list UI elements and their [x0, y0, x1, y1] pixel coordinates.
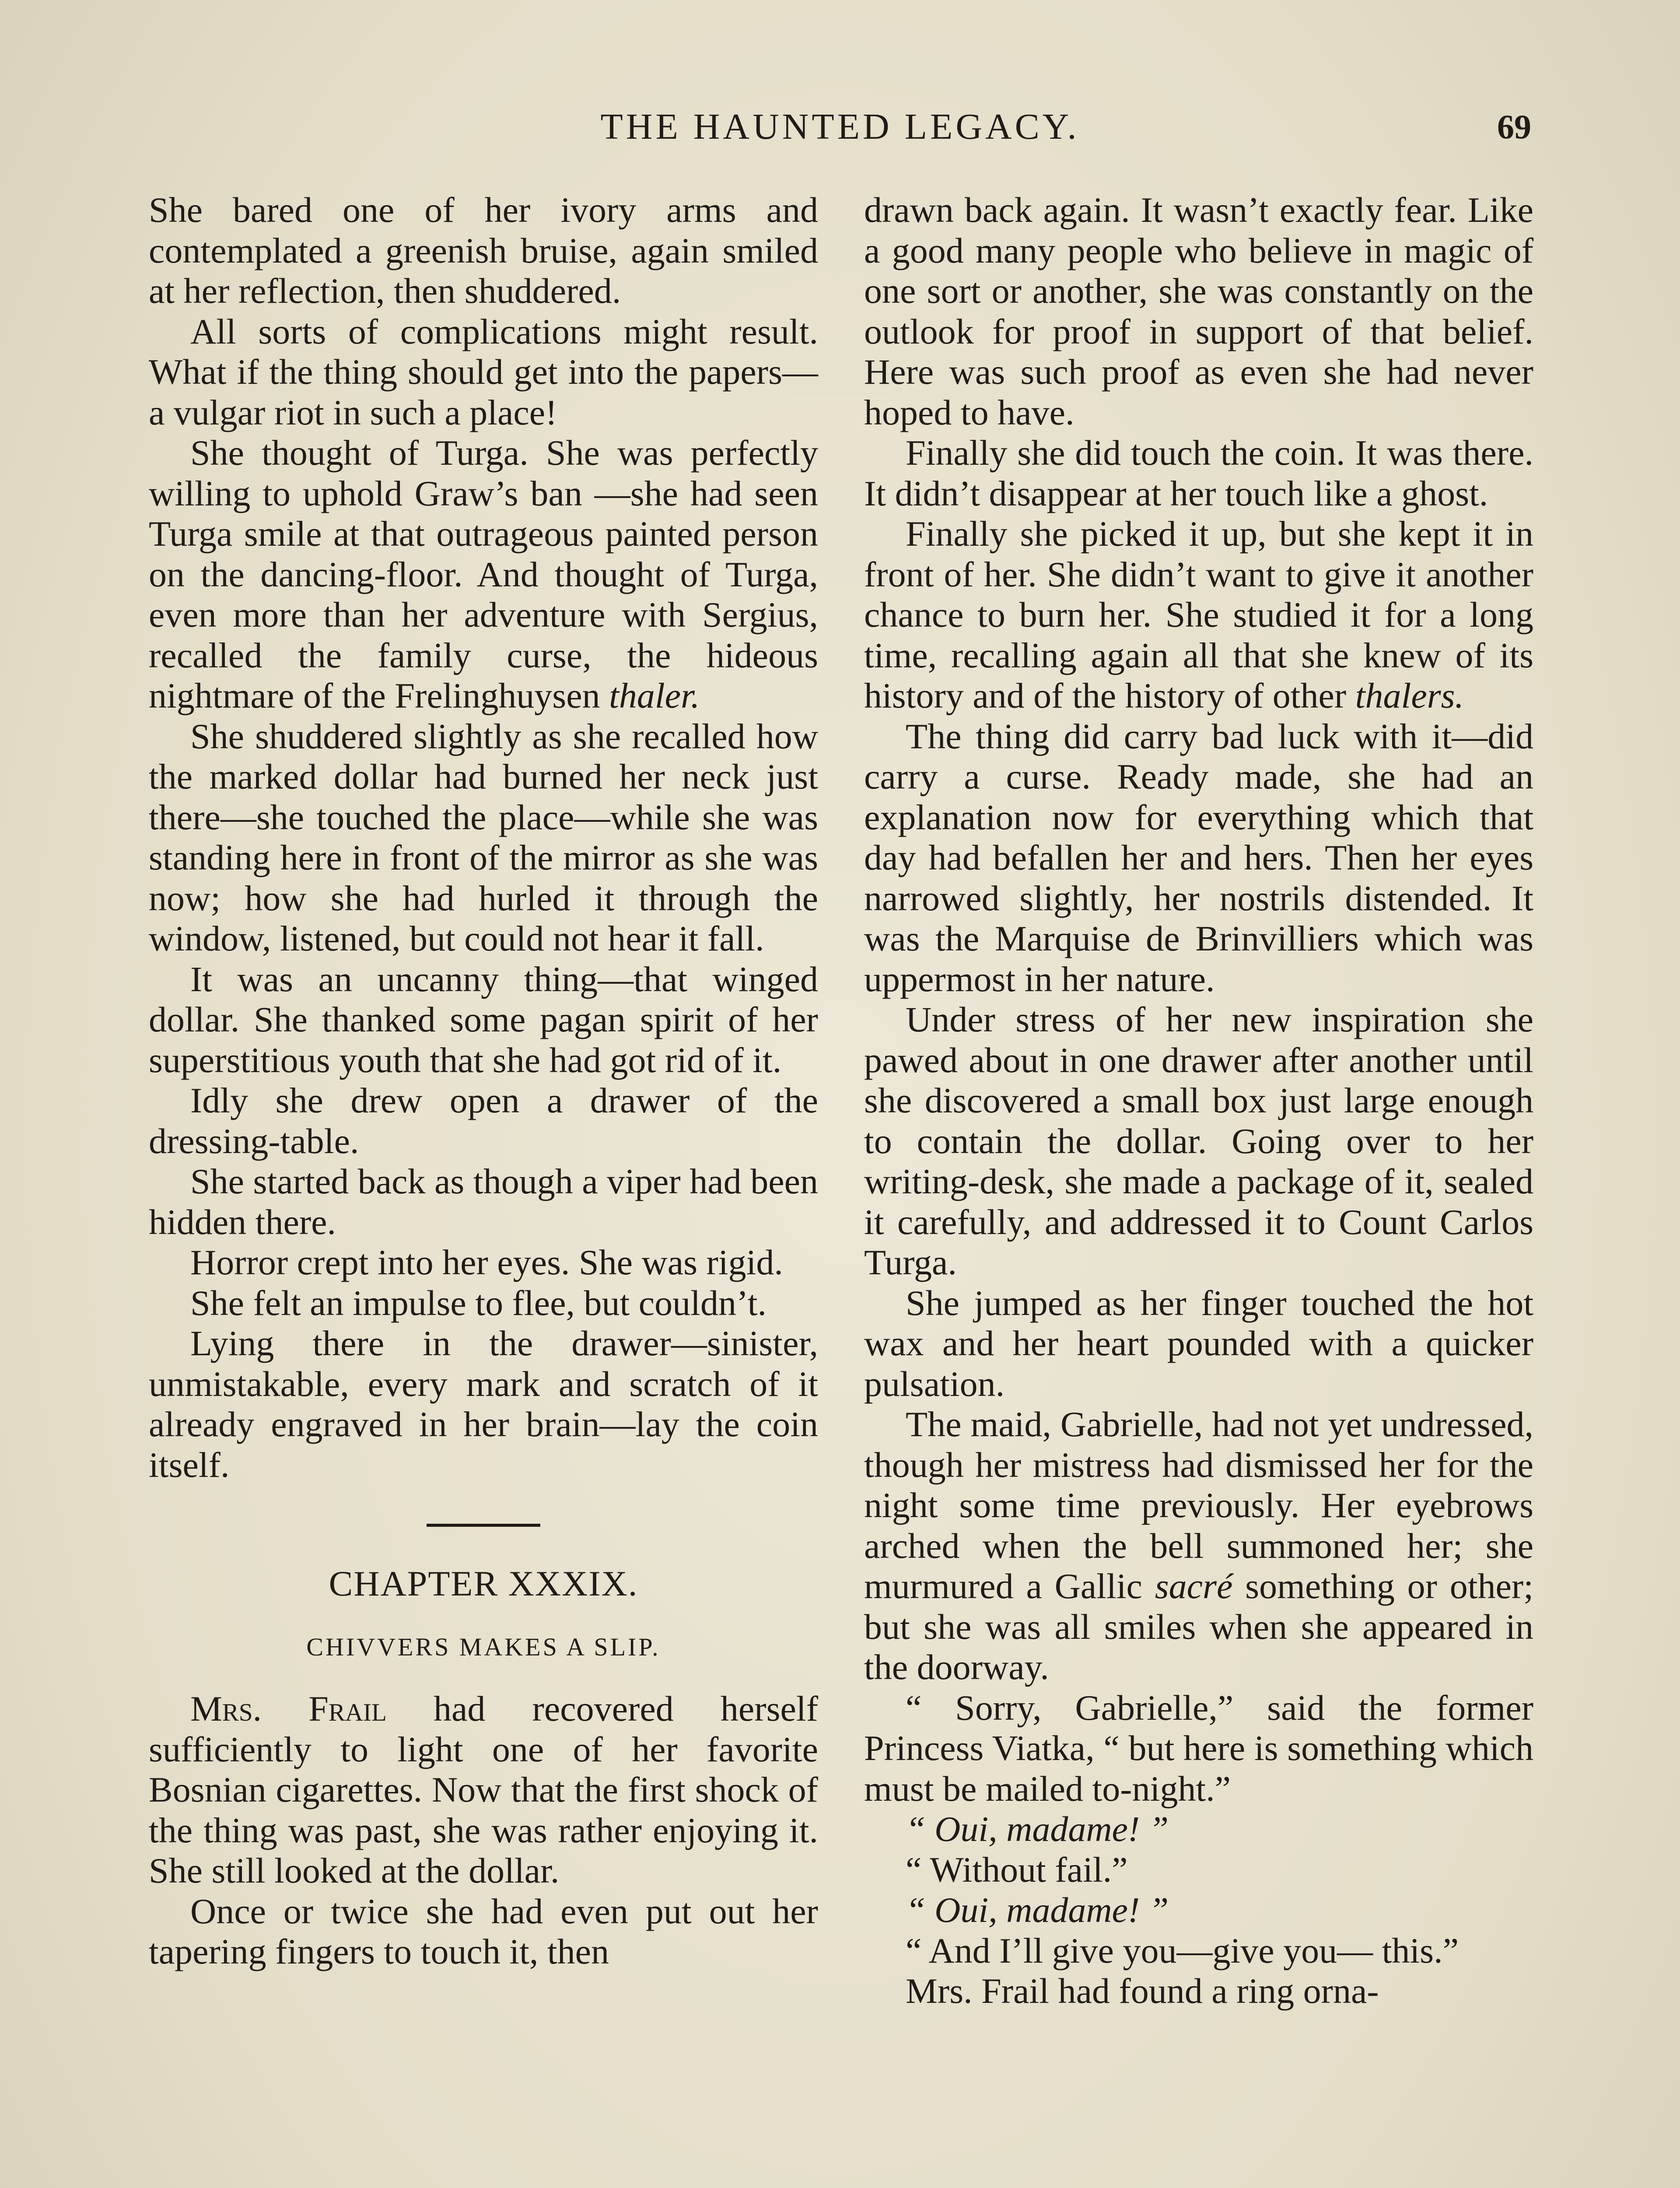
paragraph: All sorts of complications might result. What if the thing should get into the papers—a vulgar riot in such a place!	[149, 311, 818, 432]
paragraph	[864, 514, 1533, 716]
page-number: 69	[1497, 108, 1531, 146]
paragraph: Once or twice she had even put out her tapering fingers to touch it, then	[149, 1891, 818, 1971]
paragraph	[864, 1890, 1533, 1931]
italic-line: “ Oui, madame! ”	[906, 1890, 1169, 1930]
paragraph: She jumped as her finger touched the hot wax and her heart pounded with a quicker pulsation.	[864, 1283, 1533, 1404]
left-column	[149, 190, 818, 1972]
paragraph: She shuddered slightly as she recalled how the marked dollar had burned her neck just there—she touched the place—while she was standing here in front of the mirror as she was now; how she had hurled it through the window, listened, but could not hear it fall.	[149, 716, 818, 958]
paragraph	[864, 1809, 1533, 1850]
paragraph: “ And I’ll give you—give you— this.”	[906, 1930, 1459, 1971]
paragraph-text: She thought of Turga. She was perfectly willing to uphold Graw’s ban —she had seen Turga smile at that outrageous painted person on the dancing-floor. And thought of Turga, even more than her adventure with Sergius, recalled the family curse, the hideous nightmare of the Frelinghuysen	[149, 433, 818, 715]
page-header	[149, 101, 1531, 153]
italic-word: thalers.	[1355, 676, 1464, 715]
spacer	[149, 1665, 818, 1689]
paragraph: She started back as though a viper had been hidden there.	[149, 1161, 818, 1242]
running-head: THE HAUNTED LEGACY.	[600, 106, 1080, 147]
italic-word: thaler.	[609, 676, 700, 715]
chapter-title: CHAPTER XXXIX.	[329, 1564, 638, 1603]
paragraph	[149, 1689, 818, 1891]
chapter-subtitle: CHIVVERS MAKES A SLIP.	[306, 1633, 661, 1661]
italic-word: sacré	[1155, 1566, 1233, 1606]
paragraph: “ Sorry, Gabrielle,” said the former Princess Viatka, “ but here is something which must be mailed to-night.”	[864, 1687, 1533, 1809]
paragraph: Finally she did touch the coin. It was there. It didn’t disappear at her touch like a ghost.	[864, 433, 1533, 513]
italic-line: “ Oui, madame! ”	[906, 1809, 1169, 1849]
paragraph: The thing did carry bad luck with it—did carry a curse. Ready made, she had an explanation now for everything which that day had befallen her and hers. Then her eyes narrowed slightly, her nostrils distended. It was the Marquise de Brinvilliers which was uppermost in her nature.	[864, 716, 1533, 999]
paragraph: She bared one of her ivory arms and contemplated a greenish bruise, again smiled at her reflection, then shuddered.	[149, 190, 818, 311]
paragraph: Horror crept into her eyes. She was rigid.	[190, 1242, 783, 1282]
paragraph: It was an uncanny thing—that winged dollar. She thanked some pagan spirit of her superstitious youth that she had got rid of it.	[149, 959, 818, 1080]
paragraph-text: The maid, Gabrielle, had not yet undressed, though her mistress had dismissed her for the night some time previously. Her eyebrows arched when the bell summoned her; she murmured a Gallic	[864, 1404, 1533, 1606]
paragraph-text: Finally she picked it up, but she kept it in front of her. She didn’t want to give it another chance to burn her. She studied it for a long time, recalling again all that she knew of its history and of the history of other	[864, 514, 1533, 715]
paragraph: Idly she drew open a drawer of the dressing-table.	[149, 1080, 818, 1161]
paragraph: Under stress of her new inspiration she pawed about in one drawer after another until she discovered a small box just large enough to contain the dollar. Going over to her writing-desk, she made a package of it, sealed it carefully, and addressed it to Count Carlos Turga.	[864, 999, 1533, 1282]
paragraph-text: had recovered herself sufficiently to light one of her favorite Bosnian cigarettes. Now that the first shock of the thing was past, she was rather enjoying it. She still looked at the dollar.	[149, 1689, 818, 1890]
paragraph	[864, 1404, 1533, 1688]
paragraph: Lying there in the drawer—sinister, unmistakable, every mark and scratch of it already engraved in her brain—lay the coin itself.	[149, 1323, 818, 1485]
section-divider	[427, 1524, 540, 1527]
paragraph: She felt an impulse to flee, but couldn’t.	[190, 1283, 767, 1323]
paragraph: Mrs. Frail had found a ring orna-	[906, 1971, 1379, 2011]
paragraph	[149, 433, 818, 716]
small-caps-name: Mrs. Frail	[190, 1689, 387, 1729]
paragraph: drawn back again. It wasn’t exactly fear. Like a good many people who believe in magic of one sort or another, she was constantly on the outlook for proof in support of that belief. Here was such proof as even she had never hoped to have.	[864, 190, 1533, 432]
paragraph-text: something or other; but she was all smiles when she appeared in the doorway.	[864, 1566, 1533, 1687]
right-column	[864, 190, 1533, 2012]
paragraph: “ Without fail.”	[906, 1849, 1128, 1890]
